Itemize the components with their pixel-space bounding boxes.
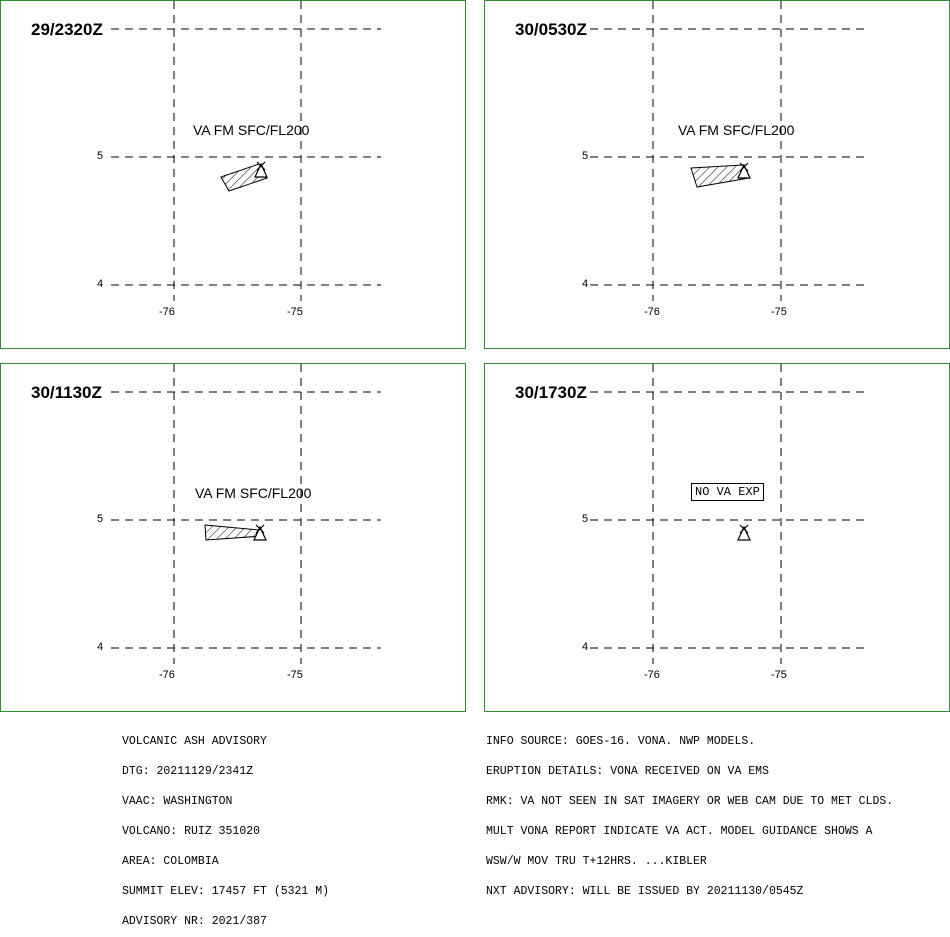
advisory-header-block bbox=[122, 717, 329, 937]
advisory-line: VOLCANO: RUIZ 351020 bbox=[122, 825, 261, 838]
no-va-expected-box: NO VA EXP bbox=[691, 483, 764, 501]
forecast-panel-1 bbox=[0, 0, 466, 349]
advisory-line: WSW/W MOV TRU T+12HRS. ...KIBLER bbox=[486, 855, 707, 868]
map-grid bbox=[485, 1, 950, 350]
panel-time: 30/0530Z bbox=[515, 20, 587, 39]
advisory-line: RMK: VA NOT SEEN IN SAT IMAGERY OR WEB CAM DUE TO MET CLDS. bbox=[486, 795, 894, 808]
panel-time: 30/1130Z bbox=[31, 383, 102, 402]
advisory-line: VOLCANIC ASH ADVISORY bbox=[122, 735, 267, 748]
lat-tick-4: 4 bbox=[97, 641, 104, 653]
advisory-line: AREA: COLOMBIA bbox=[122, 855, 219, 868]
advisory-line: SUMMIT ELEV: 17457 FT (5321 M) bbox=[122, 885, 330, 898]
panel-time: 29/2320Z bbox=[31, 20, 103, 39]
volcano-icon bbox=[738, 525, 750, 540]
lon-tick-75: -75 bbox=[771, 306, 787, 318]
lon-tick-75: -75 bbox=[287, 306, 303, 318]
lon-tick-76: -76 bbox=[644, 306, 660, 318]
panel-time: 30/1730Z bbox=[515, 383, 587, 402]
lat-tick-4: 4 bbox=[582, 278, 589, 290]
volcano-icon bbox=[254, 525, 266, 540]
advisory-line: VAAC: WASHINGTON bbox=[122, 795, 233, 808]
lat-tick-5: 5 bbox=[97, 513, 104, 525]
lon-tick-76: -76 bbox=[159, 306, 175, 318]
advisory-remarks-block bbox=[486, 717, 893, 907]
lat-tick-4: 4 bbox=[582, 641, 589, 653]
lat-tick-5: 5 bbox=[97, 150, 104, 162]
va-layer-label: VA FM SFC/FL200 bbox=[678, 122, 795, 138]
advisory-line: NXT ADVISORY: WILL BE ISSUED BY 20211130/0545Z bbox=[486, 885, 804, 898]
advisory-line: ERUPTION DETAILS: VONA RECEIVED ON VA EMS bbox=[486, 765, 769, 778]
map-grid bbox=[485, 364, 950, 713]
map-grid bbox=[1, 1, 467, 350]
advisory-line: ADVISORY NR: 2021/387 bbox=[122, 915, 267, 928]
lon-tick-75: -75 bbox=[771, 669, 787, 681]
lat-tick-5: 5 bbox=[582, 150, 589, 162]
forecast-panel-2 bbox=[484, 0, 950, 349]
forecast-panel-4 bbox=[484, 363, 950, 712]
advisory-line: MULT VONA REPORT INDICATE VA ACT. MODEL GUIDANCE SHOWS A bbox=[486, 825, 873, 838]
lat-tick-5: 5 bbox=[582, 513, 589, 525]
forecast-panel-3 bbox=[0, 363, 466, 712]
va-layer-label: VA FM SFC/FL200 bbox=[193, 122, 310, 138]
lat-tick-4: 4 bbox=[97, 278, 104, 290]
va-layer-label: VA FM SFC/FL200 bbox=[195, 485, 312, 501]
advisory-line: DTG: 20211129/2341Z bbox=[122, 765, 254, 778]
lon-tick-75: -75 bbox=[287, 669, 303, 681]
advisory-line: INFO SOURCE: GOES-16. VONA. NWP MODELS. bbox=[486, 735, 756, 748]
lon-tick-76: -76 bbox=[644, 669, 660, 681]
ash-cloud-polygon bbox=[205, 525, 263, 540]
lon-tick-76: -76 bbox=[159, 669, 175, 681]
map-grid bbox=[1, 364, 467, 713]
